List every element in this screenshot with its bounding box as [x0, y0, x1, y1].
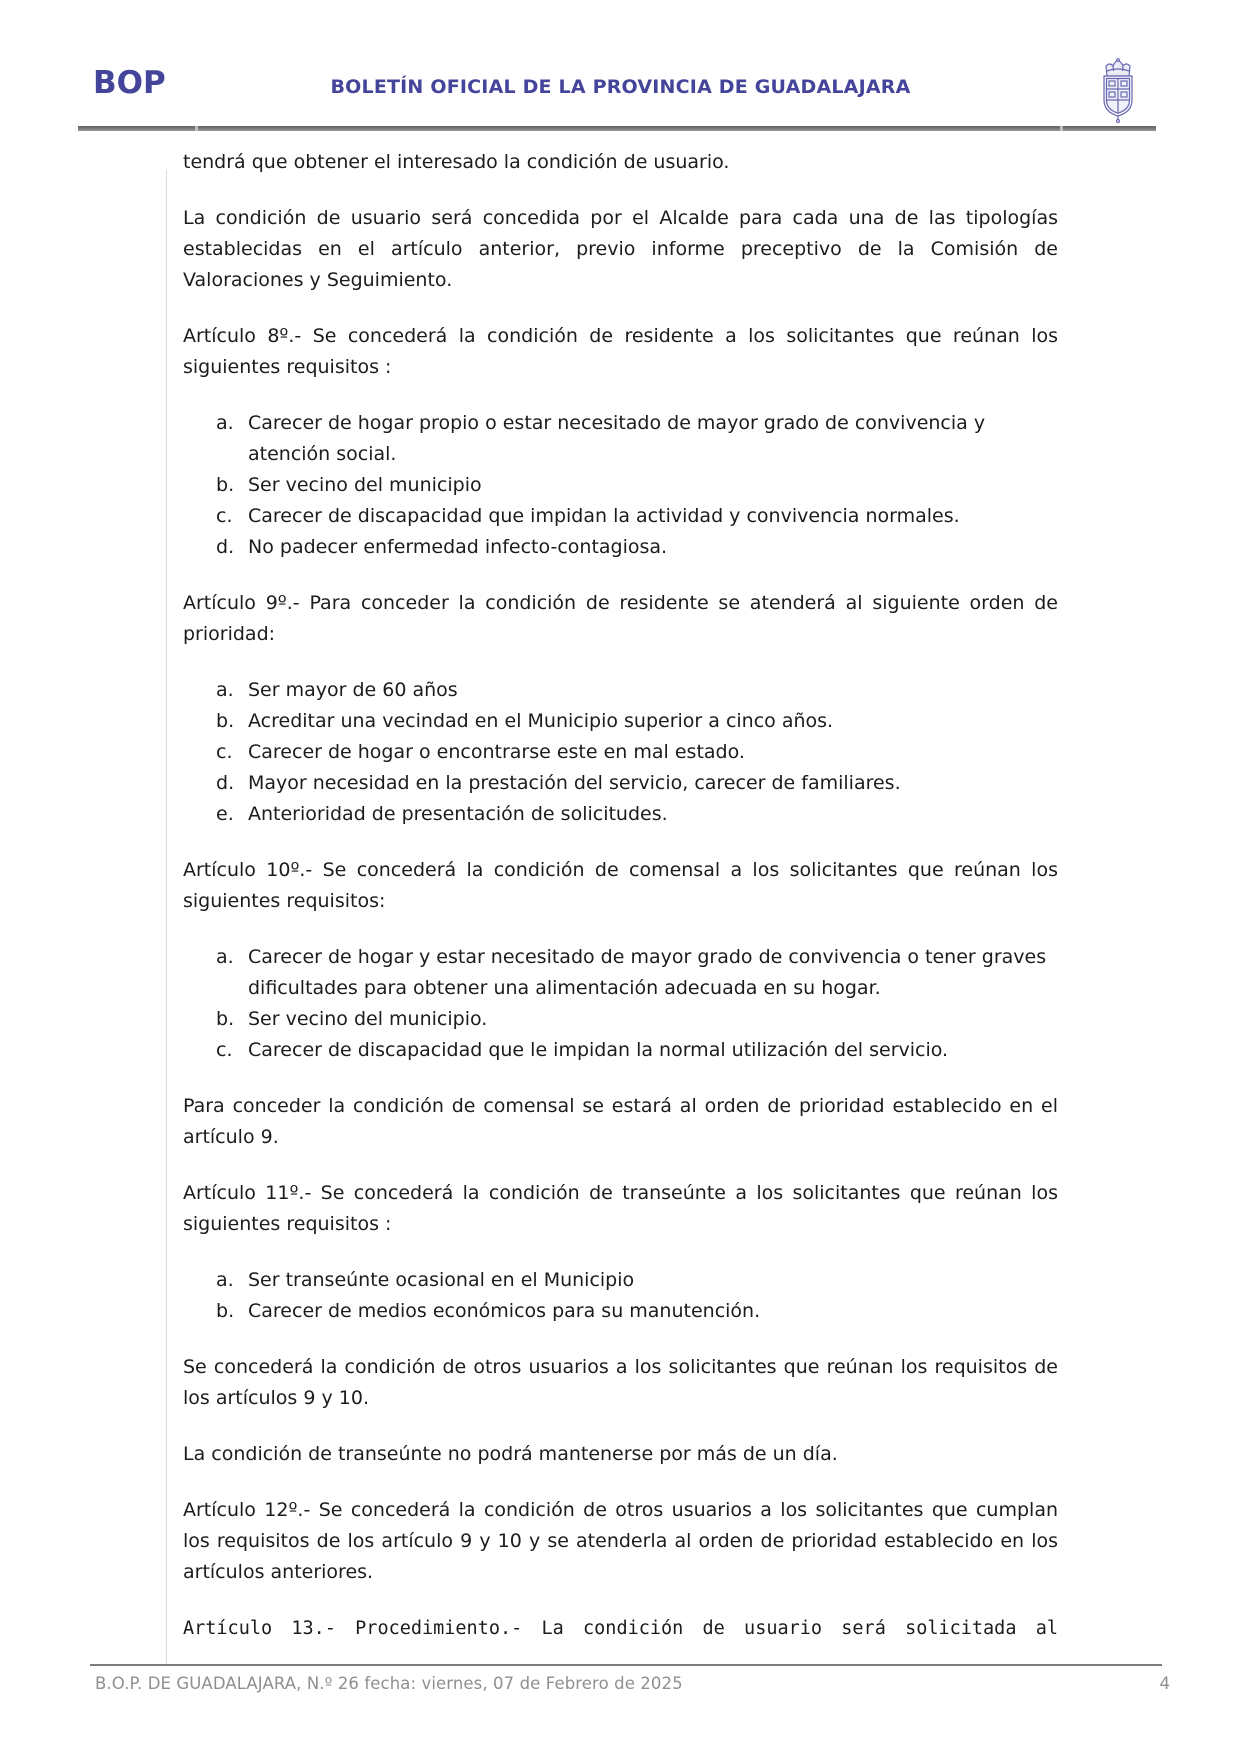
header-rule-notch — [1060, 126, 1063, 131]
paragraph: Artículo 9º.- Para conceder la condición de residente se atenderá al siguiente orden de prioridad: — [183, 592, 1058, 645]
lettered-list — [183, 675, 1058, 830]
lettered-list — [183, 1265, 1058, 1327]
header-rule-notch — [195, 126, 198, 131]
paragraph: Artículo 12º.- Se concederá la condición de otros usuarios a los solicitantes que cumplan los requisitos de los artículo 9 y 10 y se atenderla al orden de prioridad establecido en los artículos anteriores. — [183, 1499, 1058, 1583]
list-item: Acreditar una vecindad en el Municipio superior a cinco años. — [248, 710, 834, 732]
list-item: Carecer de hogar y estar necesitado de mayor grado de convivencia o tener graves dificultades para obtener una alimentación adecuada en su hogar. — [248, 946, 1047, 999]
document-body — [183, 147, 1058, 1669]
list-item: Carecer de discapacidad que impidan la actividad y convivencia normales. — [248, 505, 960, 527]
list-item: Anterioridad de presentación de solicitudes. — [248, 803, 668, 825]
list-item: Ser mayor de 60 años — [248, 679, 458, 701]
paragraph: Artículo 10º.- Se concederá la condición de comensal a los solicitantes que reúnan los siguientes requisitos: — [183, 859, 1058, 912]
paragraph: tendrá que obtener el interesado la condición de usuario. — [183, 151, 730, 173]
lettered-list — [183, 408, 1058, 563]
lettered-list — [183, 942, 1058, 1066]
paragraph: Se concederá la condición de otros usuarios a los solicitantes que reúnan los requisitos de los artículos 9 y 10. — [183, 1356, 1058, 1409]
list-item: Carecer de medios económicos para su manutención. — [248, 1300, 761, 1322]
header-title: BOLETÍN OFICIAL DE LA PROVINCIA DE GUADALAJARA — [330, 76, 911, 98]
column-border — [166, 170, 167, 1666]
footer-info: B.O.P. DE GUADALAJARA, N.º 26 fecha: viernes, 07 de Febrero de 2025 — [95, 1674, 683, 1693]
header-rule — [78, 126, 1156, 131]
bop-logo: BOP — [93, 65, 166, 101]
list-item: Mayor necesidad en la prestación del servicio, carecer de familiares. — [248, 772, 901, 794]
list-item: No padecer enfermedad infecto-contagiosa. — [248, 536, 668, 558]
provincial-crest-icon — [1094, 58, 1142, 124]
list-item: Carecer de hogar propio o estar necesitado de mayor grado de convivencia y atención social. — [248, 412, 986, 465]
list-item: Carecer de hogar o encontrarse este en mal estado. — [248, 741, 745, 763]
list-item: Ser vecino del municipio. — [248, 1008, 488, 1030]
paragraph: La condición de transeúnte no podrá mantenerse por más de un día. — [183, 1443, 838, 1465]
footer-rule — [90, 1664, 1162, 1666]
list-item: Ser vecino del municipio — [248, 474, 482, 496]
page-number: 4 — [1159, 1674, 1170, 1693]
list-item: Carecer de discapacidad que le impidan la normal utilización del servicio. — [248, 1039, 949, 1061]
list-item: Ser transeúnte ocasional en el Municipio — [248, 1269, 635, 1291]
paragraph: Para conceder la condición de comensal se estará al orden de prioridad establecido en el artículo 9. — [183, 1095, 1058, 1148]
paragraph: Artículo 8º.- Se concederá la condición de residente a los solicitantes que reúnan los siguientes requisitos : — [183, 325, 1058, 378]
paragraph: Artículo 11º.- Se concederá la condición de transeúnte a los solicitantes que reúnan los siguientes requisitos : — [183, 1182, 1058, 1235]
paragraph: Artículo 13.- Procedimiento.- La condición de usuario será solicitada al — [183, 1618, 1058, 1639]
paragraph: La condición de usuario será concedida por el Alcalde para cada una de las tipologías establecidas en el artículo anterior, previo informe preceptivo de la Comisión de Valoraciones y Seguimiento. — [183, 207, 1058, 291]
